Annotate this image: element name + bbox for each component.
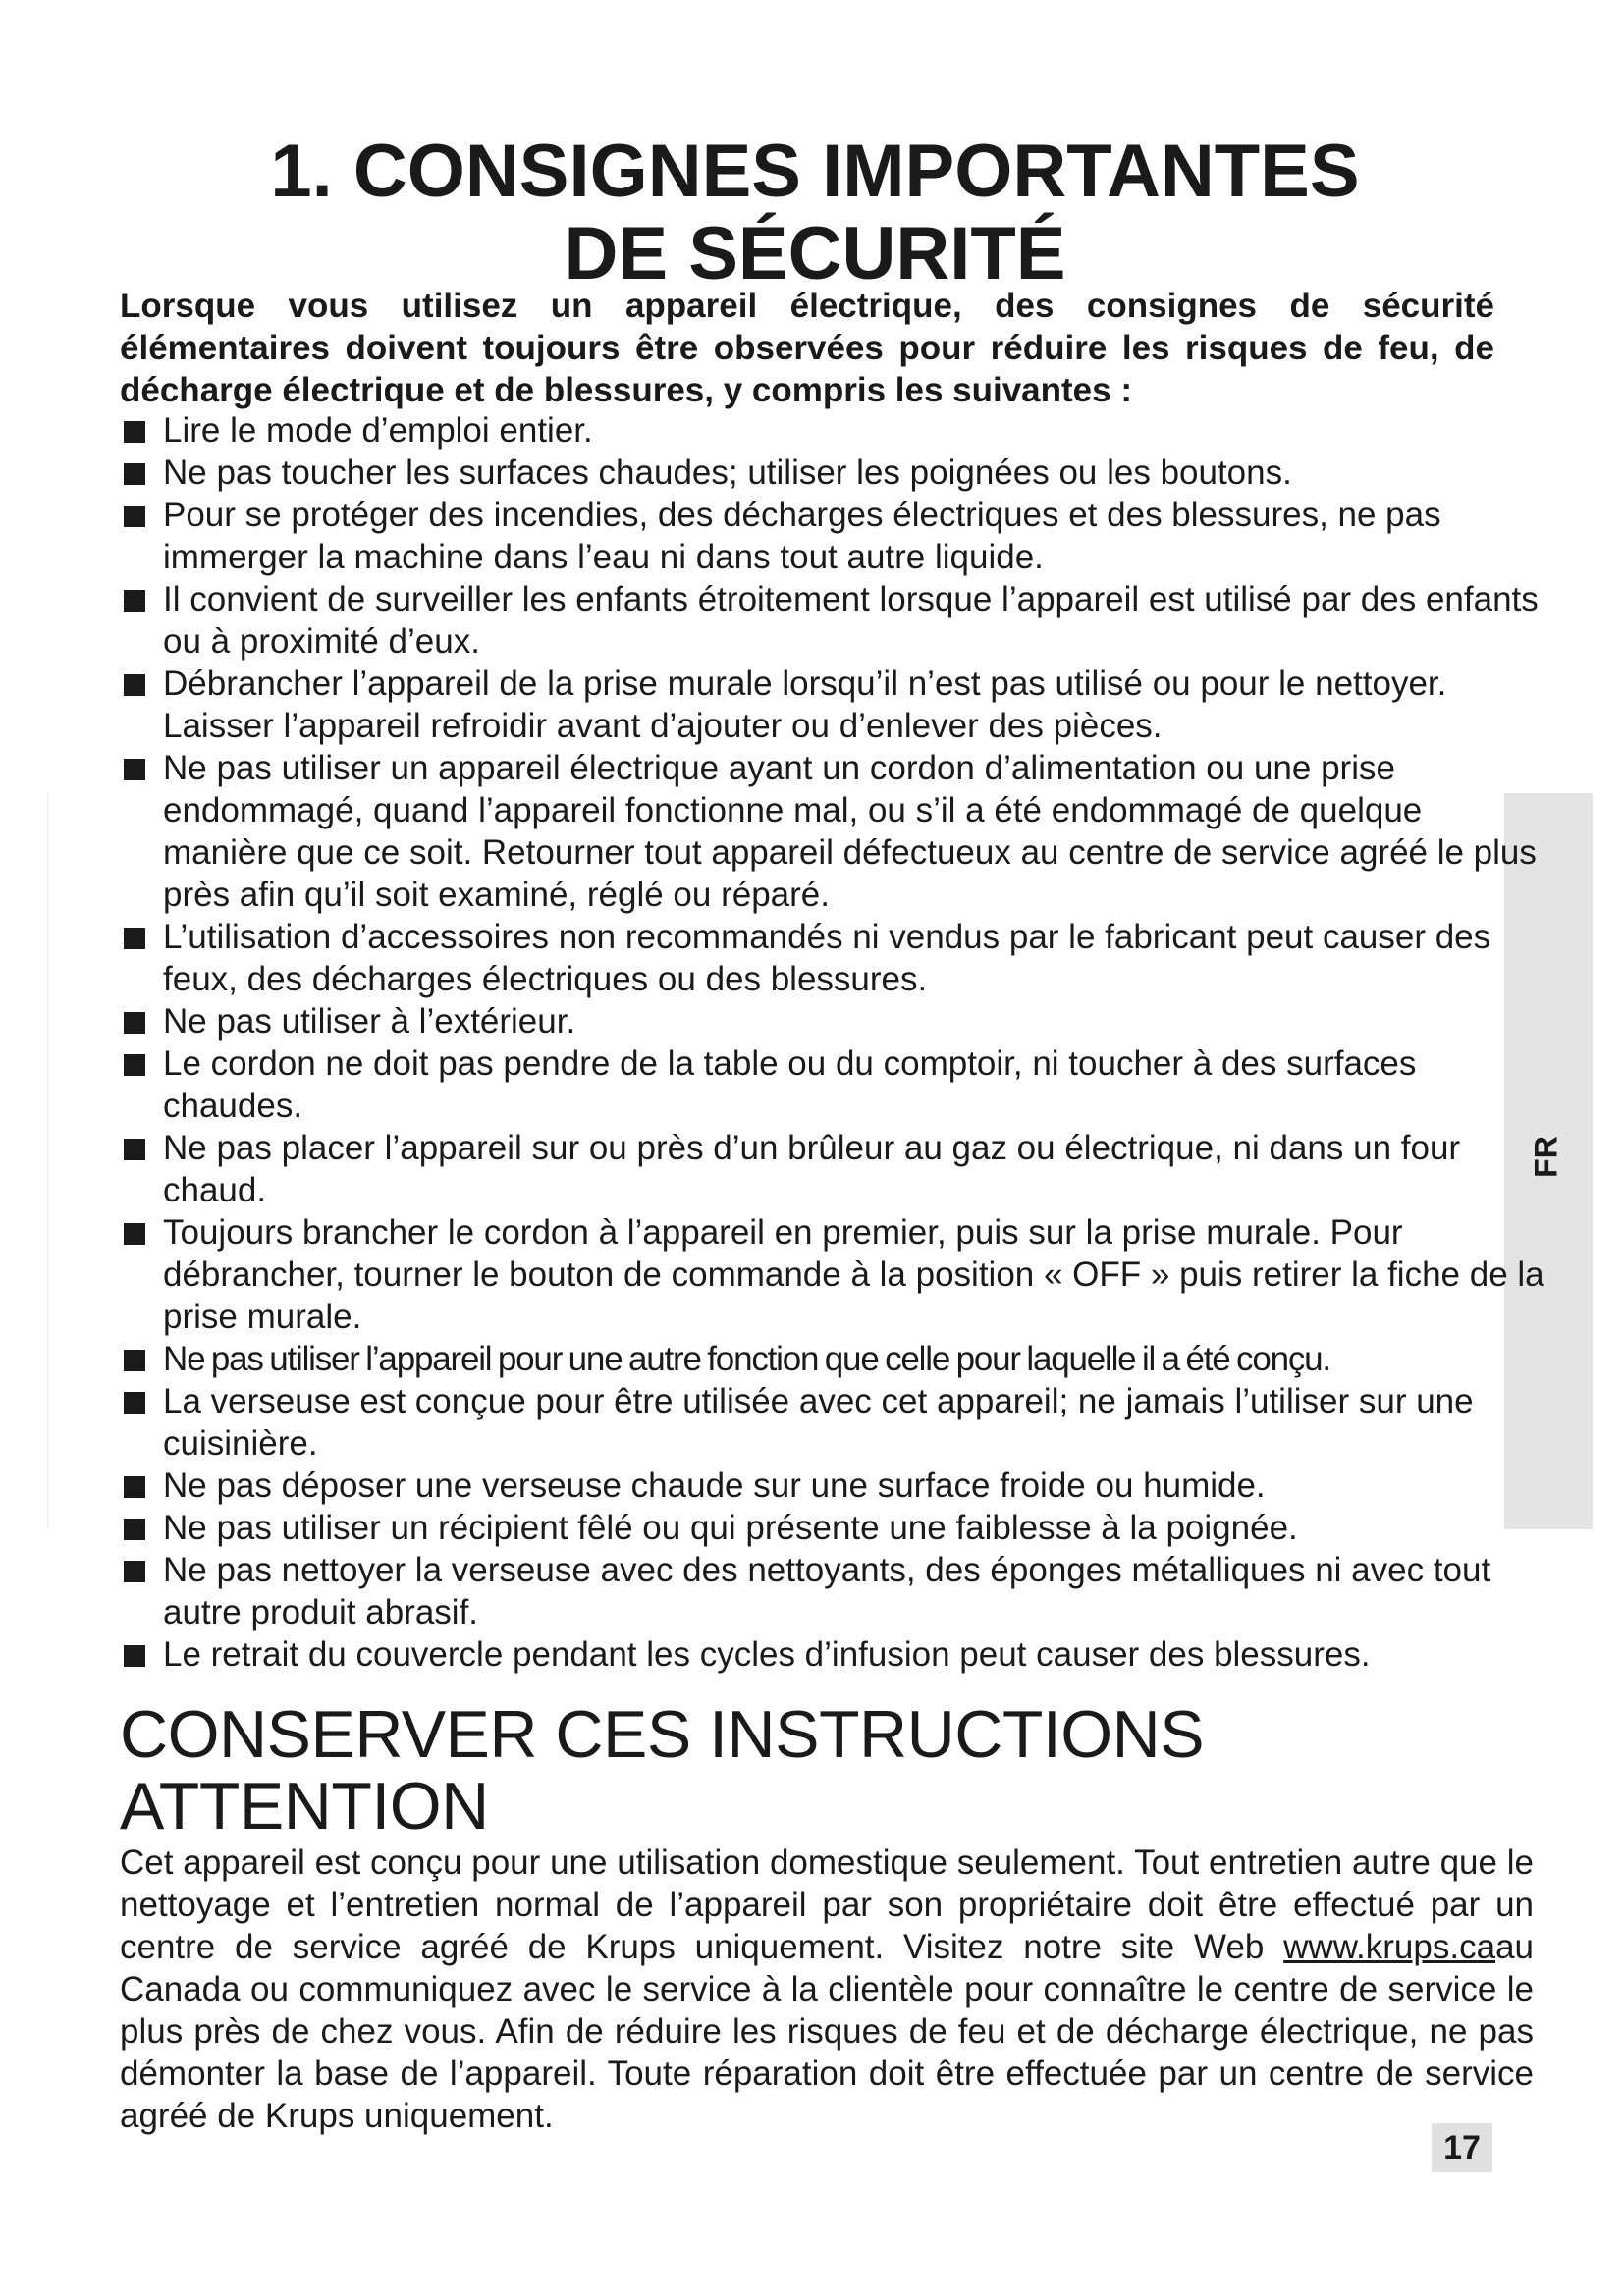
list-item (120, 1380, 1553, 1465)
list-item (120, 1000, 1553, 1042)
intro-paragraph: Lorsque vous utilisez un appareil électrique, des consignes de sécurité élémentaires doivent toujours être observées pour réduire les risques de feu, de décharge électrique et de blessures, y compris les suivantes : (120, 287, 1494, 409)
krups-website-link[interactable]: www.krups.ca (1283, 1928, 1496, 1966)
square-bullet-icon (124, 590, 145, 612)
square-bullet-icon (124, 506, 145, 527)
list-item-text: Ne pas déposer une verseuse chaude sur une surface froide ou humide. (163, 1467, 1266, 1505)
list-item-text: L’utilisation d’accessoires non recommandés ni vendus par le fabricant peut causer des feux, des décharges électriques ou des blessures. (163, 918, 1491, 998)
list-item-text: Toujours brancher le cordon à l’appareil en premier, puis sur la prise murale. Pour débrancher, tourner le bouton de commande à la position « OFF » puis retirer la fiche de la prise murale. (163, 1213, 1544, 1336)
list-item-text: Pour se protéger des incendies, des décharges électriques et des blessures, ne pas immerger la machine dans l’eau ni dans tout autre liquide. (163, 496, 1441, 576)
square-bullet-icon (124, 759, 145, 780)
list-item-text: Ne pas utiliser un appareil électrique ayant un cordon d’alimentation ou une prise endommagé, quand l’appareil fonctionne mal, ou s’il a été endommagé de quelque manière que ce soit. Retourner tout appareil défectueux au centre de service agréé le plus près afin qu’il soit examiné, réglé ou réparé. (163, 749, 1537, 914)
list-item (120, 1127, 1553, 1211)
attention-text-part-2: au Canada ou communiquez avec le service à la clientèle pour connaître le centre de service le plus près de chez vous. Afin de réduire les risques de feu et de décharge électrique, ne pas démonter la base de l’appareil. Toute réparation doit être effectuée par un centre de service agréé de Krups uniquement. (120, 1928, 1534, 2135)
list-item (120, 1211, 1553, 1338)
list-item (120, 578, 1553, 663)
list-item (120, 1465, 1553, 1507)
list-item (120, 916, 1553, 1000)
margin-rule (47, 793, 49, 1529)
square-bullet-icon (124, 674, 145, 696)
list-item (120, 409, 1553, 452)
list-item-text: Ne pas utiliser un récipient fêlé ou qui présente une faiblesse à la poignée. (163, 1509, 1298, 1547)
square-bullet-icon (124, 1392, 145, 1414)
attention-text-part-1: Cet appareil est conçu pour une utilisation domestique seulement. Tout entretien autre que le nettoyage et l’entretien normal de l’appareil par son propriétaire doit être effectué par un centre de service agréé de Krups uniquement. Visitez notre site Web (120, 1843, 1534, 1966)
list-item-text: Ne pas utiliser à l’extérieur. (163, 1002, 576, 1041)
square-bullet-icon (124, 421, 145, 443)
list-item-text: Débrancher l’appareil de la prise murale lorsqu’il n’est pas utilisé ou pour le nettoyer. Laisser l’appareil refroidir avant d’ajouter ou d’enlever des pièces. (163, 665, 1447, 745)
conserver-heading: CONSERVER CES INSTRUCTIONS (120, 1697, 1205, 1772)
list-item-text: Ne pas utiliser l’appareil pour une autre fonction que celle pour laquelle il a été conçu. (163, 1340, 1330, 1378)
page-title-line-2: DE SÉCURITÉ (564, 212, 1066, 295)
square-bullet-icon (124, 1476, 145, 1498)
page-title-line-1: 1. CONSIGNES IMPORTANTES (270, 130, 1360, 213)
list-item (120, 494, 1553, 578)
list-item-text: La verseuse est conçue pour être utilisée avec cet appareil; ne jamais l’utiliser sur une cuisinière. (163, 1382, 1474, 1463)
list-item (120, 663, 1553, 747)
list-item-text: Ne pas placer l’appareil sur ou près d’un brûleur au gaz ou électrique, ni dans un four chaud. (163, 1129, 1461, 1209)
square-bullet-icon (124, 1350, 145, 1371)
list-item-text: Lire le mode d’emploi entier. (163, 411, 593, 450)
list-item (120, 1507, 1553, 1549)
list-item-text: Ne pas nettoyer la verseuse avec des nettoyants, des éponges métalliques ni avec tout autre produit abrasif. (163, 1551, 1491, 1631)
square-bullet-icon (124, 928, 145, 949)
list-item (120, 1338, 1553, 1380)
safety-bullet-list (120, 409, 1553, 1676)
attention-paragraph (120, 1842, 1534, 2137)
list-item-text: Le cordon ne doit pas pendre de la table ou du comptoir, ni toucher à des surfaces chaudes. (163, 1044, 1417, 1125)
language-tab-label: FR (1528, 1136, 1564, 1178)
list-item (120, 1549, 1553, 1633)
square-bullet-icon (124, 1519, 145, 1540)
square-bullet-icon (124, 1223, 145, 1245)
list-item (120, 1042, 1553, 1127)
square-bullet-icon (124, 1139, 145, 1160)
list-item-text: Il convient de surveiller les enfants étroitement lorsque l’appareil est utilisé par des enfants ou à proximité d’eux. (163, 580, 1539, 661)
list-item (120, 452, 1553, 494)
list-item-text: Le retrait du couvercle pendant les cycles d’infusion peut causer des blessures. (163, 1635, 1371, 1674)
square-bullet-icon (124, 1645, 145, 1667)
list-item-text: Ne pas toucher les surfaces chaudes; utiliser les poignées ou les boutons. (163, 454, 1292, 492)
list-item (120, 1633, 1553, 1676)
page-number: 17 (1432, 2123, 1492, 2172)
square-bullet-icon (124, 1054, 145, 1076)
square-bullet-icon (124, 1012, 145, 1034)
square-bullet-icon (124, 1561, 145, 1582)
list-item (120, 747, 1553, 916)
attention-heading: ATTENTION (120, 1769, 489, 1843)
square-bullet-icon (124, 463, 145, 485)
